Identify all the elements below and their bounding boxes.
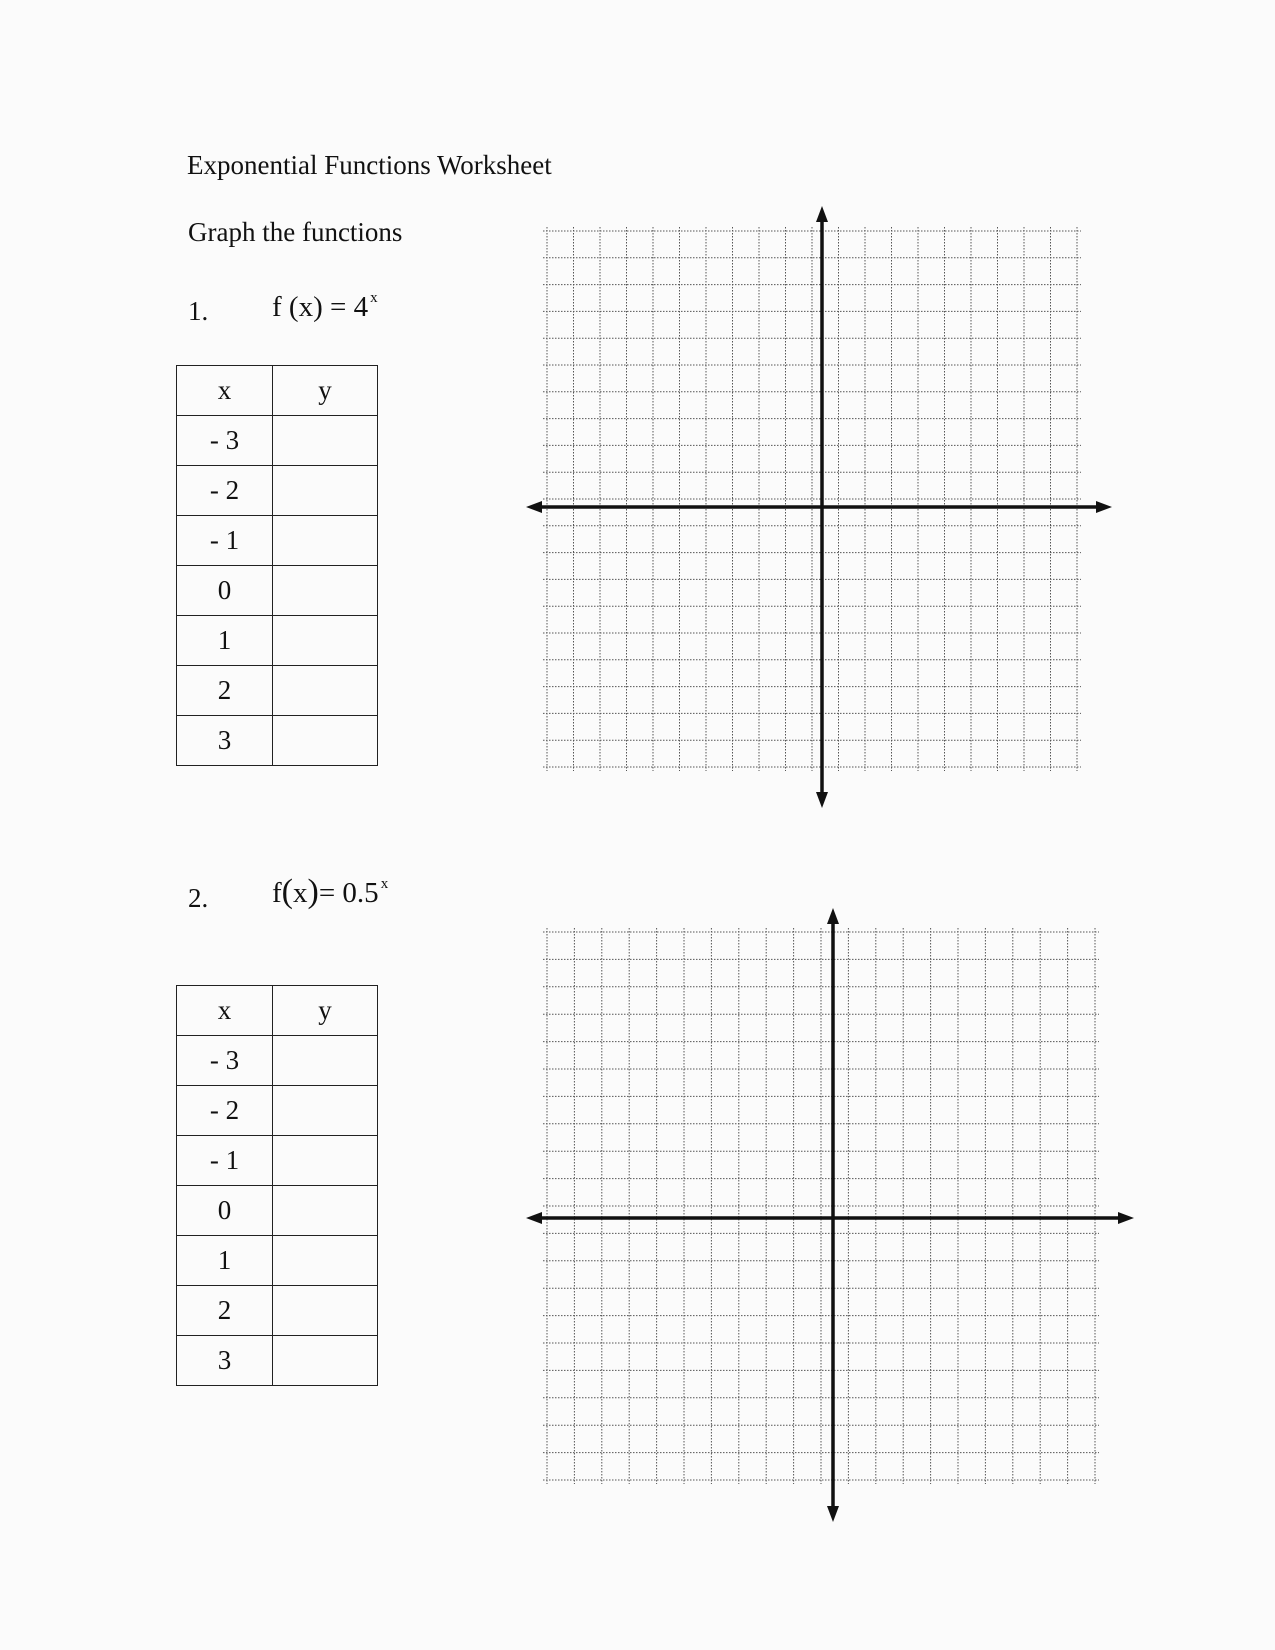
- problem-2-function-f: f: [272, 877, 282, 909]
- table-row: [177, 1136, 378, 1186]
- x-cell: 3: [177, 1336, 273, 1386]
- table-row: [177, 416, 378, 466]
- table-header-row: [177, 986, 378, 1036]
- problem-2-close-paren: ): [307, 873, 319, 910]
- problem-2-number: 2.: [188, 883, 209, 913]
- table-row: [177, 1336, 378, 1386]
- y-answer-cell[interactable]: [273, 1236, 378, 1286]
- x-axis-left-arrow-icon: [526, 1212, 542, 1224]
- y-answer-cell[interactable]: [273, 516, 378, 566]
- x-cell: - 3: [177, 1036, 273, 1086]
- y-answer-cell[interactable]: [273, 716, 378, 766]
- worksheet-title: Exponential Functions Worksheet: [187, 150, 552, 180]
- y-answer-cell[interactable]: [273, 416, 378, 466]
- x-cell: 2: [177, 1286, 273, 1336]
- x-cell: 1: [177, 616, 273, 666]
- y-answer-cell[interactable]: [273, 566, 378, 616]
- problem-1-exponent: x: [370, 290, 378, 306]
- instructions: Graph the functions: [188, 217, 403, 247]
- problem-1-table: [176, 365, 378, 766]
- table-row: [177, 1236, 378, 1286]
- y-axis-down-arrow-icon: [816, 792, 828, 808]
- problem-2-exponent: x: [380, 876, 389, 892]
- y-answer-cell[interactable]: [273, 1186, 378, 1236]
- problem-1-function-lhs: f (x) = 4: [272, 291, 369, 323]
- table-header-y: y: [273, 986, 378, 1036]
- problem-2-function-var: x: [293, 877, 308, 909]
- table-row: [177, 466, 378, 516]
- y-answer-cell[interactable]: [273, 666, 378, 716]
- x-cell: - 2: [177, 466, 273, 516]
- y-answer-cell[interactable]: [273, 616, 378, 666]
- x-cell: - 3: [177, 416, 273, 466]
- table-row: [177, 1086, 378, 1136]
- problem-2-open-paren: (: [281, 873, 293, 910]
- table-row: [177, 1286, 378, 1336]
- problem-1-graph-paper[interactable]: [520, 200, 1120, 810]
- table-row: [177, 616, 378, 666]
- y-axis-up-arrow-icon: [816, 206, 828, 222]
- table-header-row: [177, 366, 378, 416]
- table-row: [177, 566, 378, 616]
- y-answer-cell[interactable]: [273, 1286, 378, 1336]
- table-header-x: x: [177, 986, 273, 1036]
- x-axis-right-arrow-icon: [1118, 1212, 1134, 1224]
- problem-2-table: [176, 985, 378, 1386]
- x-axis-right-arrow-icon: [1096, 501, 1112, 513]
- x-cell: 2: [177, 666, 273, 716]
- grid-lines: [543, 928, 1099, 1484]
- table-row: [177, 716, 378, 766]
- table-row: [177, 666, 378, 716]
- x-cell: - 1: [177, 1136, 273, 1186]
- table-header-x: x: [177, 366, 273, 416]
- problem-1-function: [272, 290, 378, 324]
- y-answer-cell[interactable]: [273, 1136, 378, 1186]
- table-row: [177, 516, 378, 566]
- x-cell: 1: [177, 1236, 273, 1286]
- problem-2-graph-paper[interactable]: [520, 900, 1140, 1525]
- table-row: [177, 1186, 378, 1236]
- x-cell: 3: [177, 716, 273, 766]
- x-cell: - 1: [177, 516, 273, 566]
- grid-lines: [543, 227, 1081, 771]
- y-answer-cell[interactable]: [273, 1036, 378, 1086]
- x-axis-left-arrow-icon: [526, 501, 542, 513]
- problem-2-function: [272, 873, 388, 911]
- y-answer-cell[interactable]: [273, 466, 378, 516]
- problem-2-function-rhs: = 0.5: [318, 877, 379, 909]
- problem-1-number: 1.: [188, 296, 209, 326]
- y-answer-cell[interactable]: [273, 1336, 378, 1386]
- x-cell: 0: [177, 566, 273, 616]
- x-cell: 0: [177, 1186, 273, 1236]
- y-axis-up-arrow-icon: [827, 908, 839, 924]
- table-header-y: y: [273, 366, 378, 416]
- x-cell: - 2: [177, 1086, 273, 1136]
- y-axis-down-arrow-icon: [827, 1506, 839, 1522]
- table-row: [177, 1036, 378, 1086]
- y-answer-cell[interactable]: [273, 1086, 378, 1136]
